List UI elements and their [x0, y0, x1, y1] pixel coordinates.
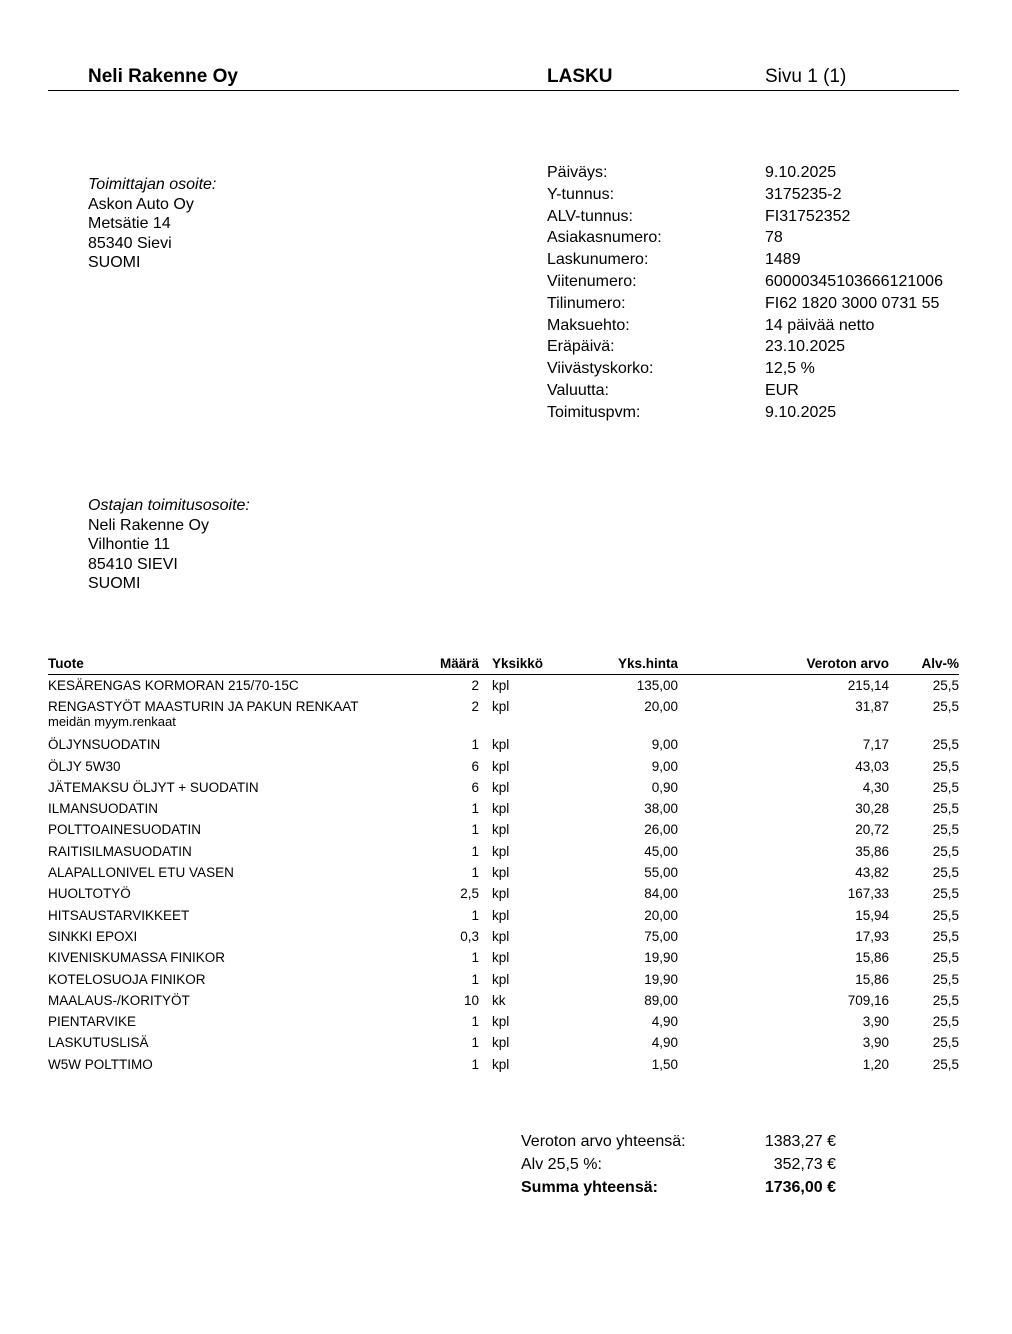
- info-key: Asiakasnumero:: [547, 229, 662, 247]
- buyer-address-line: SUOMI: [88, 575, 141, 592]
- cell-vat-percent: 25,5: [932, 886, 959, 902]
- cell-product: [48, 1035, 149, 1050]
- product-name: POLTTOAINESUODATIN: [48, 822, 202, 838]
- cell-vat-percent: 25,5: [932, 699, 959, 715]
- total-value: 352,73 €: [773, 1156, 836, 1173]
- cell-unit-price: 55,00: [644, 865, 678, 881]
- table-row: [48, 756, 959, 777]
- cell-quantity: 1: [471, 1014, 479, 1030]
- cell-quantity: 6: [471, 758, 479, 774]
- cell-unit: kpl: [492, 822, 510, 838]
- buyer-address-line: Neli Rakenne Oy: [88, 516, 209, 534]
- cell-product: [48, 865, 234, 880]
- supplier-address-label: Toimittajan osoite:: [88, 176, 217, 193]
- cell-product: [48, 699, 359, 729]
- info-key: Viitenumero:: [547, 272, 637, 290]
- total-value: 1736,00 €: [764, 1179, 836, 1196]
- product-name: SINKKI EPOXI: [48, 928, 138, 944]
- cell-quantity: 1: [471, 801, 479, 817]
- cell-unit-price: 89,00: [644, 992, 678, 1008]
- cell-net-value: 1,20: [862, 1056, 889, 1072]
- table-row: [48, 926, 959, 947]
- cell-product: [48, 801, 158, 816]
- table-row: [48, 819, 959, 840]
- cell-vat-percent: 25,5: [932, 907, 959, 923]
- product-name: RAITISILMASUODATIN: [48, 843, 192, 859]
- cell-unit: kpl: [492, 865, 510, 881]
- cell-quantity: 1: [471, 843, 479, 859]
- cell-net-value: 709,16: [847, 992, 889, 1008]
- product-name: KOTELOSUOJA FINIKOR: [48, 971, 206, 987]
- product-name: W5W POLTTIMO: [48, 1056, 153, 1072]
- product-name: ÖLJYNSUODATIN: [48, 737, 161, 753]
- cell-vat-percent: 25,5: [932, 737, 959, 753]
- info-value: 60000345103666121006: [765, 272, 943, 290]
- total-value: 1383,27 €: [764, 1133, 836, 1150]
- table-body: [48, 675, 959, 1075]
- cell-unit-price: 20,00: [644, 907, 678, 923]
- total-label: Summa yhteensä:: [521, 1179, 658, 1196]
- info-value: EUR: [765, 381, 799, 399]
- cell-unit-price: 4,90: [651, 1014, 678, 1030]
- table-row: [48, 947, 959, 968]
- header-net-value: Veroton arvo: [806, 656, 889, 671]
- info-value: 23.10.2025: [765, 338, 846, 356]
- cell-product: [48, 886, 131, 901]
- cell-unit-price: 38,00: [644, 801, 678, 817]
- cell-unit-price: 26,00: [644, 822, 678, 838]
- cell-unit: kpl: [492, 886, 510, 902]
- info-key: ALV-tunnus:: [547, 207, 633, 225]
- buyer-address-line: 85410 SIEVI: [88, 555, 178, 573]
- table-header: [48, 654, 959, 675]
- cell-net-value: 3,90: [862, 1035, 889, 1051]
- info-key: Laskunumero:: [547, 251, 649, 269]
- buyer-address-line: Vilhontie 11: [88, 536, 171, 553]
- cell-net-value: 4,30: [862, 779, 889, 795]
- cell-product: [48, 993, 190, 1008]
- table-row: [48, 990, 959, 1011]
- cell-product: [48, 950, 225, 965]
- cell-unit-price: 1,50: [651, 1056, 678, 1072]
- cell-unit: kk: [492, 992, 506, 1008]
- product-name: HUOLTOTYÖ: [48, 886, 131, 902]
- info-key: Eräpäivä:: [547, 338, 615, 356]
- product-name: ILMANSUODATIN: [48, 801, 159, 817]
- cell-unit-price: 75,00: [644, 928, 678, 944]
- cell-unit: kpl: [492, 928, 510, 944]
- info-value: FI31752352: [765, 207, 851, 225]
- cell-quantity: 1: [471, 737, 479, 753]
- cell-net-value: 17,93: [855, 928, 889, 944]
- cell-unit: kpl: [492, 907, 510, 923]
- table-row: [48, 1032, 959, 1053]
- cell-net-value: 15,86: [855, 950, 889, 966]
- info-key: Maksuehto:: [547, 316, 630, 334]
- cell-product: [48, 972, 206, 987]
- info-key: Päiväys:: [547, 164, 608, 181]
- cell-unit: kpl: [492, 1014, 510, 1030]
- product-name: PIENTARVIKE: [48, 1014, 137, 1030]
- info-value: 14 päivää netto: [765, 316, 875, 334]
- product-name: LASKUTUSLISÄ: [48, 1035, 149, 1051]
- product-name: ALAPALLONIVEL ETU VASEN: [48, 865, 234, 881]
- product-name: KESÄRENGAS KORMORAN 215/70-15C: [48, 678, 299, 693]
- cell-quantity: 2,5: [460, 886, 479, 902]
- info-value: 12,5 %: [765, 360, 815, 378]
- info-key: Tilinumero:: [547, 294, 626, 312]
- cell-vat-percent: 25,5: [932, 992, 959, 1008]
- cell-unit: kpl: [492, 950, 510, 966]
- table-row: [48, 777, 959, 798]
- info-value: 78: [765, 229, 783, 247]
- cell-unit-price: 19,90: [644, 950, 678, 966]
- info-key: Y-tunnus:: [547, 185, 615, 203]
- cell-vat-percent: 25,5: [932, 928, 959, 944]
- info-value: FI62 1820 3000 0731 55: [765, 294, 940, 312]
- cell-product: [48, 780, 259, 795]
- cell-unit: kpl: [492, 678, 510, 693]
- total-row: [521, 1153, 836, 1176]
- cell-unit: kpl: [492, 1035, 510, 1051]
- total-label: Veroton arvo yhteensä:: [521, 1133, 686, 1150]
- invoice-items-table: [48, 654, 959, 1075]
- product-name: ÖLJY 5W30: [48, 758, 121, 774]
- total-row: [521, 1176, 836, 1199]
- table-row: [48, 1054, 959, 1075]
- product-name: HITSAUSTARVIKKEET: [48, 907, 190, 923]
- cell-vat-percent: 25,5: [932, 678, 959, 693]
- cell-vat-percent: 25,5: [932, 971, 959, 987]
- cell-net-value: 15,86: [855, 971, 889, 987]
- cell-net-value: 215,14: [847, 678, 889, 693]
- cell-net-value: 167,33: [847, 886, 889, 902]
- table-row: [48, 862, 959, 883]
- supplier-address-line: SUOMI: [88, 254, 141, 271]
- cell-product: [48, 678, 299, 693]
- info-key: Viivästyskorko:: [547, 360, 654, 378]
- product-name: RENGASTYÖT MAASTURIN JA PAKUN RENKAAT: [48, 699, 359, 715]
- table-row: [48, 734, 959, 755]
- cell-unit: kpl: [492, 971, 510, 987]
- buyer-address: [88, 496, 250, 594]
- info-value: 1489: [765, 251, 801, 269]
- cell-unit: kpl: [492, 699, 510, 715]
- cell-product: [48, 1014, 136, 1029]
- cell-unit-price: 19,90: [644, 971, 678, 987]
- table-row: [48, 905, 959, 926]
- product-name: JÄTEMAKSU ÖLJYT + SUODATIN: [48, 779, 259, 795]
- header-unit-price: Yks.hinta: [617, 656, 678, 671]
- invoice-totals: [521, 1130, 836, 1199]
- info-value: 3175235-2: [765, 185, 842, 203]
- cell-net-value: 43,03: [855, 758, 889, 774]
- table-row: [48, 841, 959, 862]
- product-name: MAALAUS-/KORITYÖT: [48, 992, 190, 1008]
- cell-unit-price: 45,00: [644, 843, 678, 859]
- table-row: [48, 1011, 959, 1032]
- header-vat-percent: Alv-%: [921, 656, 959, 671]
- header-unit: Yksikkö: [492, 656, 544, 671]
- table-row: [48, 798, 959, 819]
- cell-product: [48, 908, 189, 923]
- info-value: 9.10.2025: [765, 403, 837, 421]
- cell-product: [48, 844, 192, 859]
- cell-net-value: 43,82: [855, 865, 889, 881]
- product-note: meidän myym.renkaat: [48, 714, 176, 730]
- product-name: KIVENISKUMASSA FINIKOR: [48, 950, 226, 966]
- cell-net-value: 35,86: [855, 843, 889, 859]
- cell-unit: kpl: [492, 1056, 510, 1072]
- cell-net-value: 3,90: [862, 1014, 889, 1030]
- cell-unit: kpl: [492, 801, 510, 817]
- supplier-address-line: Metsätie 14: [88, 215, 171, 232]
- cell-unit: kpl: [492, 779, 510, 795]
- cell-unit-price: 4,90: [651, 1035, 678, 1051]
- cell-vat-percent: 25,5: [932, 1035, 959, 1051]
- table-row: [48, 696, 959, 734]
- cell-vat-percent: 25,5: [932, 1014, 959, 1030]
- cell-unit-price: 135,00: [636, 678, 678, 693]
- document-title: LASKU: [547, 66, 613, 87]
- total-row: [521, 1130, 836, 1153]
- cell-unit: kpl: [492, 843, 510, 859]
- cell-vat-percent: 25,5: [932, 758, 959, 774]
- buyer-address-label: Ostajan toimitusosoite:: [88, 497, 250, 514]
- cell-net-value: 7,17: [862, 737, 889, 753]
- page-indicator: Sivu 1 (1): [765, 66, 847, 87]
- cell-quantity: 10: [463, 992, 479, 1008]
- cell-unit-price: 20,00: [644, 699, 678, 715]
- cell-unit: kpl: [492, 737, 510, 753]
- total-label: Alv 25,5 %:: [521, 1156, 602, 1173]
- cell-vat-percent: 25,5: [932, 950, 959, 966]
- cell-quantity: 1: [471, 971, 479, 987]
- cell-product: [48, 1057, 153, 1072]
- cell-quantity: 1: [471, 822, 479, 838]
- cell-vat-percent: 25,5: [932, 822, 959, 838]
- cell-product: [48, 759, 121, 774]
- cell-net-value: 15,94: [855, 907, 889, 923]
- company-name: Neli Rakenne Oy: [88, 66, 238, 87]
- cell-product: [48, 929, 137, 944]
- info-value: 9.10.2025: [765, 164, 837, 181]
- table-row: [48, 883, 959, 904]
- info-key: Toimituspvm:: [547, 403, 641, 421]
- cell-net-value: 31,87: [855, 699, 889, 715]
- cell-product: [48, 822, 201, 837]
- cell-vat-percent: 25,5: [932, 843, 959, 859]
- cell-quantity: 1: [471, 907, 479, 923]
- cell-quantity: 1: [471, 1056, 479, 1072]
- cell-quantity: 1: [471, 1035, 479, 1051]
- header-product: Tuote: [48, 656, 84, 671]
- cell-product: [48, 737, 160, 752]
- cell-unit-price: 0,90: [651, 779, 678, 795]
- header-divider: [48, 90, 959, 91]
- cell-quantity: 1: [471, 950, 479, 966]
- cell-unit-price: 84,00: [644, 886, 678, 902]
- cell-vat-percent: 25,5: [932, 1056, 959, 1072]
- cell-quantity: 1: [471, 865, 479, 881]
- table-row: [48, 675, 959, 696]
- cell-net-value: 20,72: [855, 822, 889, 838]
- cell-unit: kpl: [492, 758, 510, 774]
- cell-net-value: 30,28: [855, 801, 889, 817]
- cell-quantity: 6: [471, 779, 479, 795]
- info-key: Valuutta:: [547, 381, 609, 399]
- header-quantity: Määrä: [439, 656, 479, 671]
- table-row: [48, 969, 959, 990]
- cell-quantity: 2: [471, 678, 479, 693]
- cell-vat-percent: 25,5: [932, 801, 959, 817]
- cell-vat-percent: 25,5: [932, 865, 959, 881]
- cell-vat-percent: 25,5: [932, 779, 959, 795]
- cell-quantity: 2: [471, 699, 479, 715]
- cell-unit-price: 9,00: [651, 758, 678, 774]
- supplier-address-line: Askon Auto Oy: [88, 195, 194, 213]
- cell-unit-price: 9,00: [651, 737, 678, 753]
- supplier-address-line: 85340 Sievi: [88, 234, 172, 252]
- supplier-address: [88, 175, 216, 273]
- cell-quantity: 0,3: [460, 928, 479, 944]
